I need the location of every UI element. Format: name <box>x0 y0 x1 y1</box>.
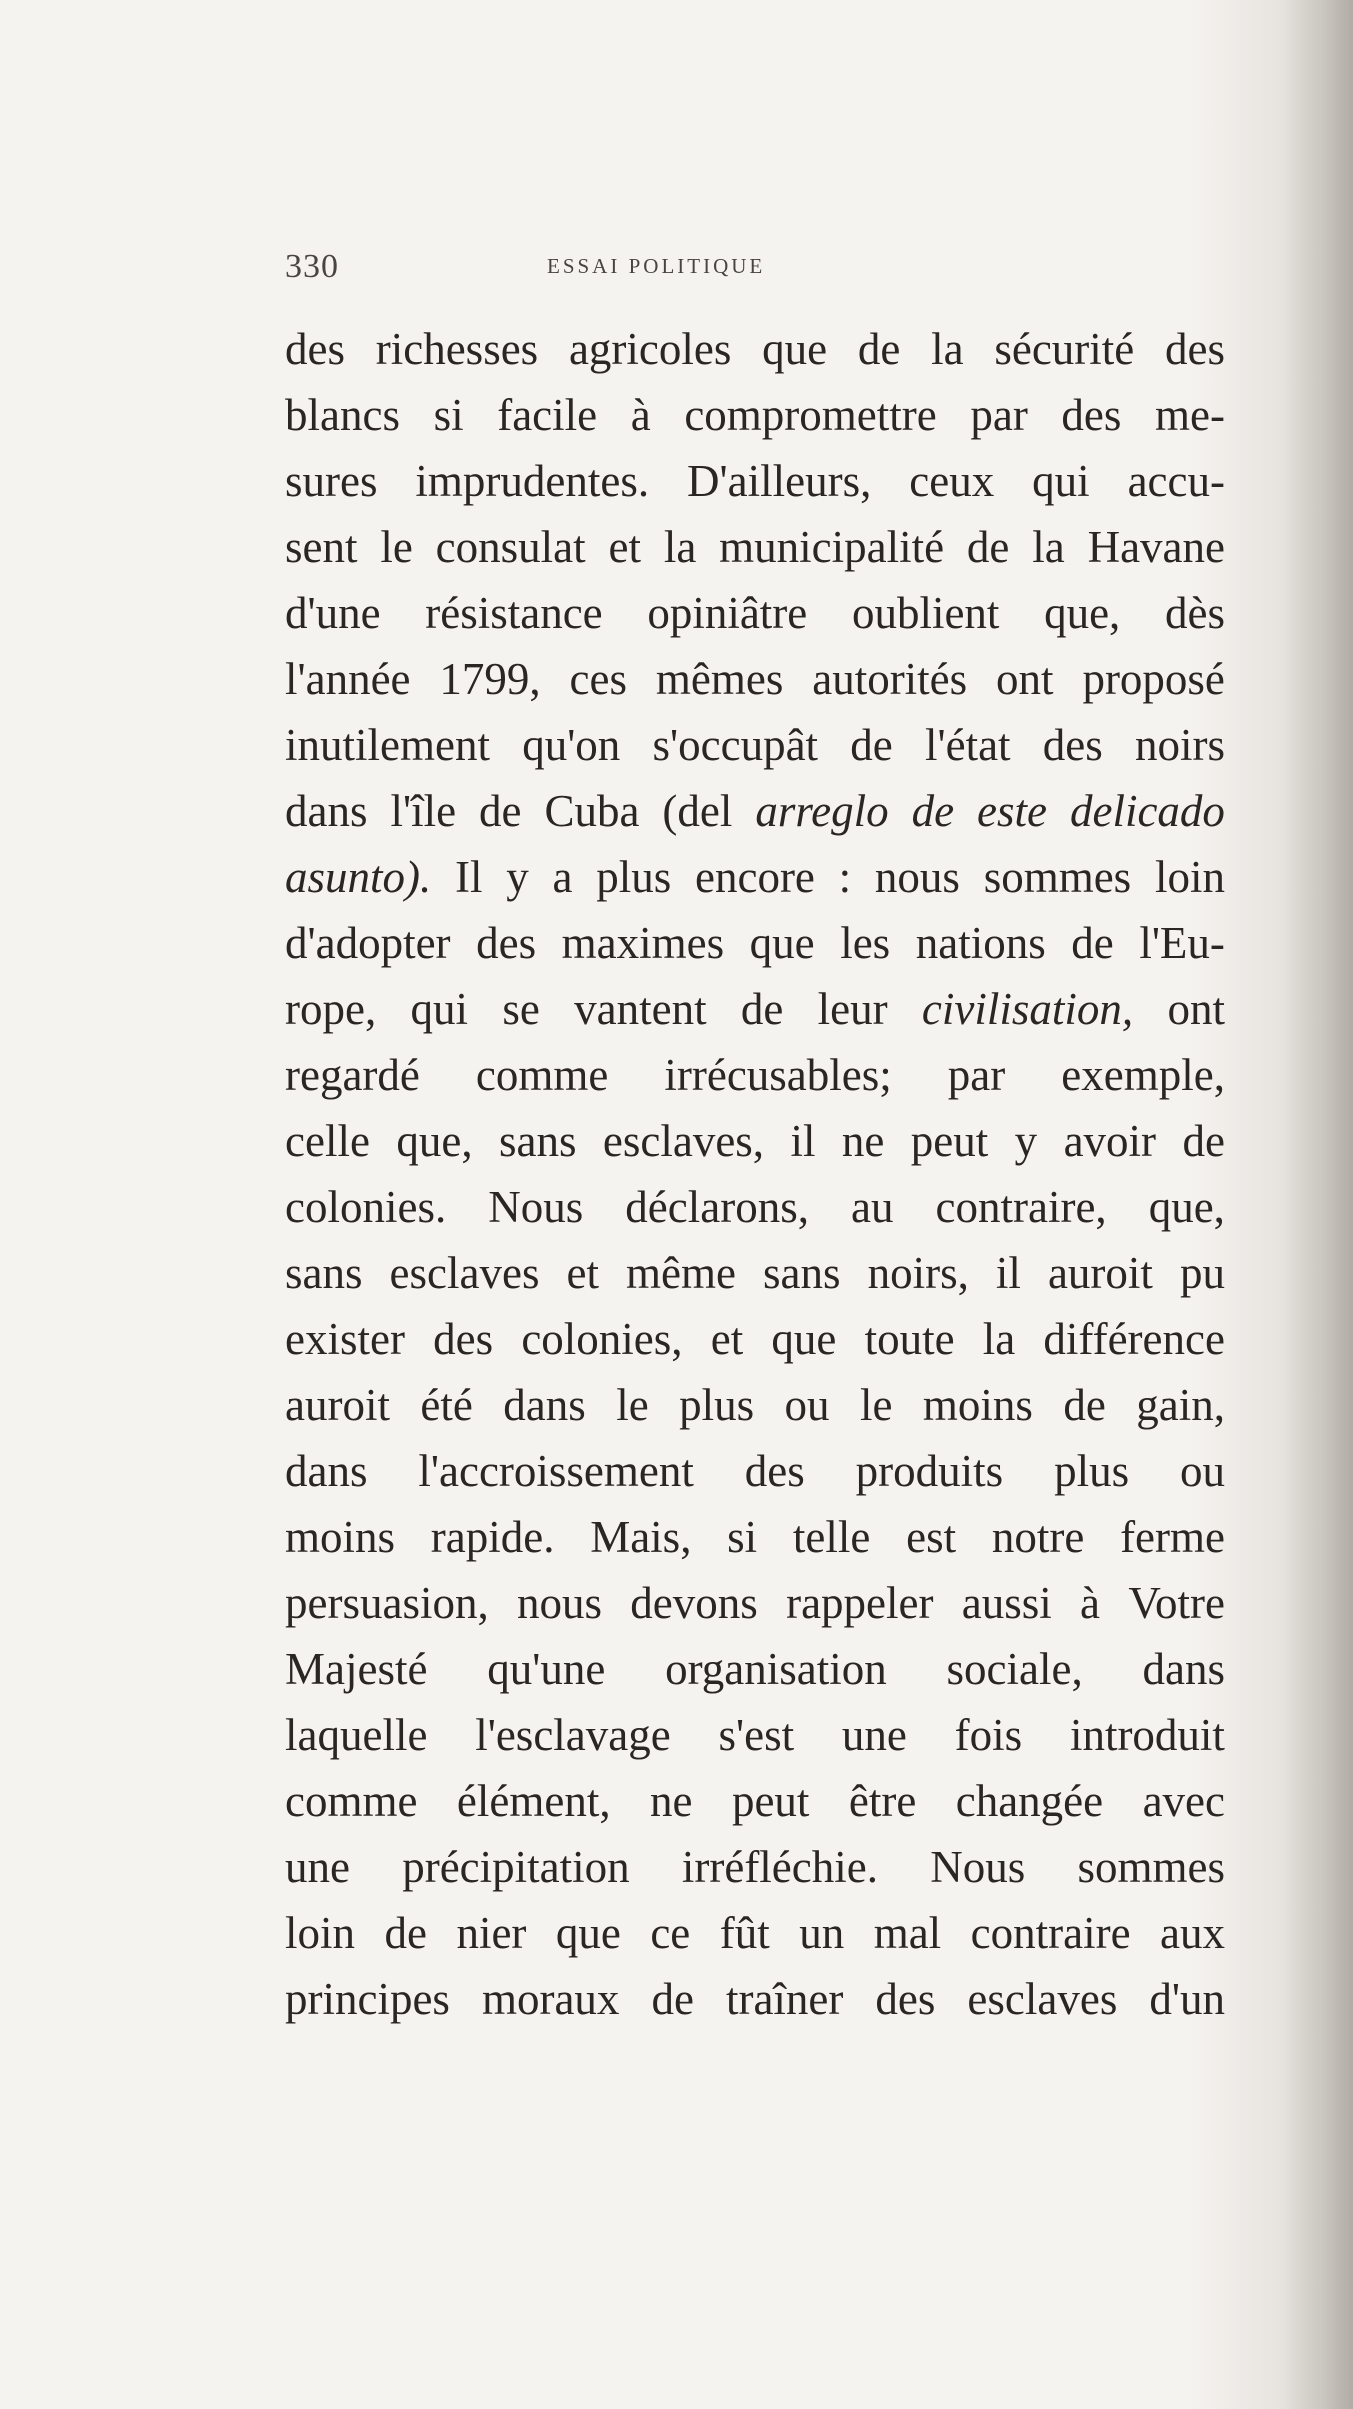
page-edge-shadow <box>1283 0 1353 2409</box>
text-line: dans l'accroissement des produits plus ou <box>285 1446 1225 1496</box>
text-line: exister des colonies, et que toute la différence <box>285 1314 1225 1364</box>
body-text <box>285 316 1225 2032</box>
text-line: inutilement qu'on s'occupât de l'état des noirs <box>285 720 1225 770</box>
text-line: colonies. Nous déclarons, au contraire, que, <box>285 1182 1225 1232</box>
running-title: ESSAI POLITIQUE <box>547 254 766 278</box>
text-line: une précipitation irréfléchie. Nous sommes <box>285 1842 1225 1892</box>
text-line: auroit été dans le plus ou le moins de gain, <box>285 1380 1225 1430</box>
text-line: persuasion, nous devons rappeler aussi à Votre <box>285 1578 1225 1628</box>
text-line: regardé comme irrécusables; par exemple, <box>285 1050 1225 1100</box>
text-line: l'année 1799, ces mêmes autorités ont proposé <box>285 654 1225 704</box>
text-line: d'adopter des maximes que les nations de l'Eu- <box>285 918 1225 968</box>
text-line: rope, qui se vantent de leur civilisation, ont <box>285 984 1225 1034</box>
text-line: sans esclaves et même sans noirs, il auroit pu <box>285 1248 1225 1298</box>
text-line: d'une résistance opiniâtre oublient que, dès <box>285 588 1225 638</box>
text-line: dans l'île de Cuba (del arreglo de este delicado <box>285 786 1225 836</box>
text-line: moins rapide. Mais, si telle est notre ferme <box>285 1512 1225 1562</box>
text-line: asunto). Il y a plus encore : nous sommes loin <box>285 852 1225 902</box>
text-line: Majesté qu'une organisation sociale, dans <box>285 1644 1225 1694</box>
running-head <box>285 248 925 288</box>
text-line: loin de nier que ce fût un mal contraire aux <box>285 1908 1225 1958</box>
text-line: comme élément, ne peut être changée avec <box>285 1776 1225 1826</box>
text-line: laquelle l'esclavage s'est une fois introduit <box>285 1710 1225 1760</box>
text-line: blancs si facile à compromettre par des me- <box>285 390 1225 440</box>
text-line: des richesses agricoles que de la sécurité des <box>285 324 1225 374</box>
text-line: sures imprudentes. D'ailleurs, ceux qui accu- <box>285 456 1225 506</box>
text-line: principes moraux de traîner des esclaves d'un <box>285 1974 1225 2024</box>
text-line: sent le consulat et la municipalité de la Havane <box>285 522 1225 572</box>
text-line: celle que, sans esclaves, il ne peut y avoir de <box>285 1116 1225 1166</box>
page-number: 330 <box>285 248 339 285</box>
